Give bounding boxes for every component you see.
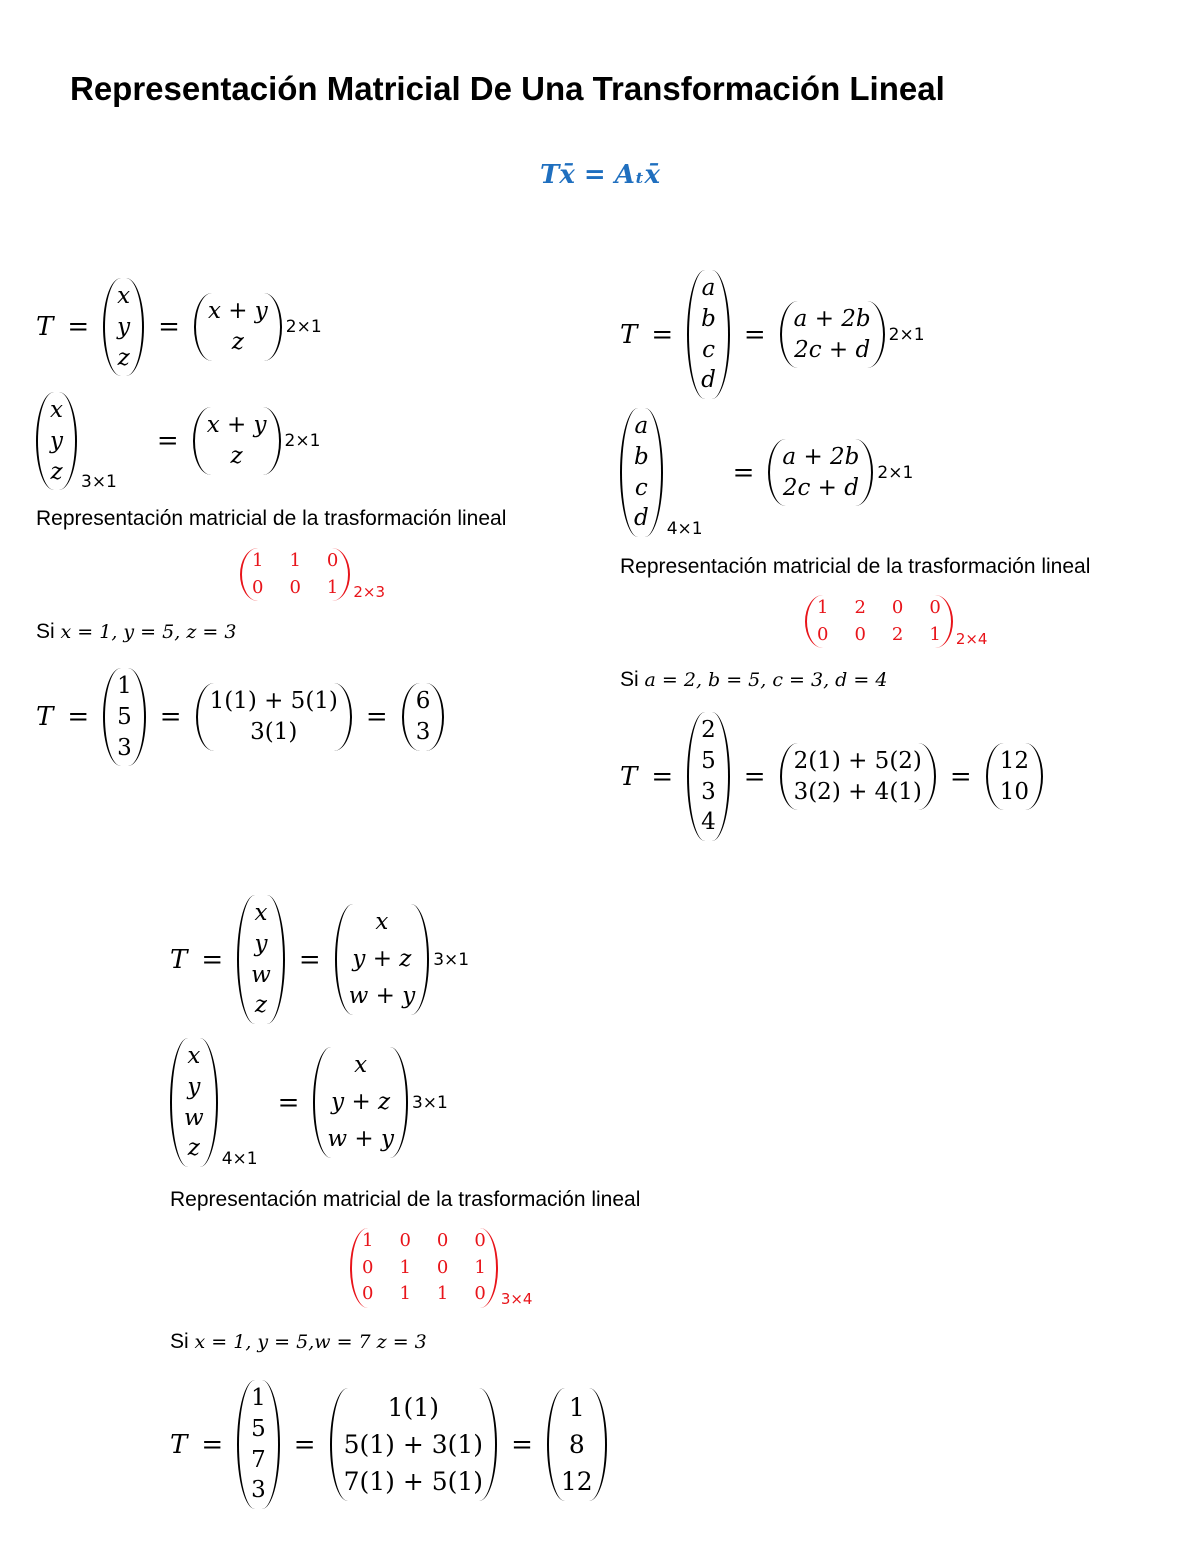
left-input-vector: x y z	[36, 392, 77, 490]
left-eval-result: 6 3	[402, 683, 445, 751]
t-symbol: T	[170, 1429, 188, 1460]
equals-sign: =	[743, 761, 766, 792]
dim-label: 2×1	[888, 324, 925, 345]
left-output-vector: x + y z	[193, 407, 281, 475]
bottom-definition-row	[170, 895, 469, 1024]
bottom-eval-result: 1 8 12	[547, 1388, 607, 1502]
dim-label: 2×1	[285, 317, 322, 338]
equals-sign: =	[201, 1429, 224, 1460]
right-eval-result: 12 10	[986, 743, 1043, 811]
t-symbol: T	[620, 319, 638, 350]
equals-sign: =	[743, 319, 766, 350]
equals-sign: =	[67, 312, 90, 343]
bottom-evaluation-row	[170, 1380, 607, 1509]
dim-label: 3×1	[433, 949, 470, 970]
right-input-vector: a b c d	[687, 270, 730, 399]
equals-sign: =	[298, 944, 321, 975]
bottom-matrix-row	[350, 1228, 532, 1308]
right-definition-row	[620, 270, 925, 399]
dim-label: 4×1	[221, 1149, 258, 1169]
equals-sign: =	[277, 1087, 300, 1118]
left-input-vector: x y z	[103, 278, 144, 376]
equals-sign: =	[156, 426, 179, 457]
dim-label: 2×1	[284, 431, 321, 452]
equals-sign: =	[651, 761, 674, 792]
equals-sign: =	[949, 761, 972, 792]
right-input-vector: a b c d	[620, 408, 663, 537]
t-symbol: T	[36, 312, 54, 343]
t-symbol: T	[620, 761, 638, 792]
right-values-line: Si a = 2, b = 5, c = 3, d = 4	[620, 668, 888, 691]
main-formula: Tx̄ = Aₜx̄	[539, 160, 661, 190]
left-matrix-row	[240, 548, 385, 601]
left-definition-row	[36, 278, 322, 376]
t-symbol: T	[170, 944, 188, 975]
right-eval-input: 2 5 3 4	[687, 712, 730, 841]
equals-sign: =	[159, 702, 182, 733]
bottom-output-vector: x y + z w + y	[335, 904, 430, 1014]
equals-sign: =	[651, 319, 674, 350]
left-eval-expression: 1(1) + 5(1) 3(1)	[196, 683, 352, 751]
right-output-vector: a + 2b 2c + d	[768, 439, 873, 507]
right-evaluation-row	[620, 712, 1043, 841]
left-output-vector: x + y z	[194, 293, 282, 361]
equals-sign: =	[158, 312, 180, 343]
page-title: Representación Matricial De Una Transformación Lineal	[70, 70, 945, 107]
right-transformation-matrix: 1 2 0 0 0 0 2 1	[805, 595, 953, 648]
left-evaluation-row	[36, 668, 444, 766]
dim-label: 2×1	[877, 462, 914, 483]
left-eval-input: 1 5 3	[103, 668, 146, 766]
left-transformation-matrix: 1 1 0 0 0 1	[240, 548, 350, 601]
bottom-transformation-matrix: 1 0 0 0 0 1 0 1 0 1 1 0	[350, 1228, 498, 1308]
equals-sign: =	[511, 1429, 533, 1460]
equals-sign: =	[201, 944, 224, 975]
right-output-vector: a + 2b 2c + d	[780, 301, 885, 369]
bottom-eval-expression: 1(1) 5(1) + 3(1) 7(1) + 5(1)	[330, 1388, 497, 1502]
left-values-line: Si x = 1, y = 5, z = 3	[36, 620, 237, 643]
right-eval-expression: 2(1) + 5(2) 3(2) + 4(1)	[780, 743, 936, 811]
dim-label: 4×1	[666, 519, 703, 539]
bottom-eval-input: 1 5 7 3	[237, 1380, 280, 1509]
bottom-input-vector: x y w z	[237, 895, 285, 1024]
left-caption: Representación matricial de la trasformación lineal	[36, 507, 507, 530]
right-caption: Representación matricial de la trasformación lineal	[620, 555, 1091, 578]
right-dimension-row	[620, 408, 913, 537]
right-matrix-row	[805, 595, 987, 648]
bottom-output-vector: x y + z w + y	[313, 1047, 408, 1157]
bottom-values-line: Si x = 1, y = 5,w = 7 z = 3	[170, 1330, 427, 1353]
equals-sign: =	[365, 702, 388, 733]
dim-label: 2×3	[353, 583, 386, 601]
bottom-caption: Representación matricial de la trasformación lineal	[170, 1188, 641, 1211]
equals-sign: =	[293, 1429, 316, 1460]
equals-sign: =	[67, 702, 90, 733]
dim-label: 3×4	[500, 1289, 533, 1308]
dim-label: 2×4	[955, 630, 988, 648]
dim-label: 3×1	[411, 1092, 448, 1113]
equals-sign: =	[732, 457, 755, 488]
bottom-input-vector: x y w z	[170, 1038, 218, 1167]
bottom-dimension-row	[170, 1038, 448, 1167]
left-dimension-row	[36, 392, 321, 493]
t-symbol: T	[36, 702, 54, 733]
dim-label: 3×1	[81, 472, 117, 493]
